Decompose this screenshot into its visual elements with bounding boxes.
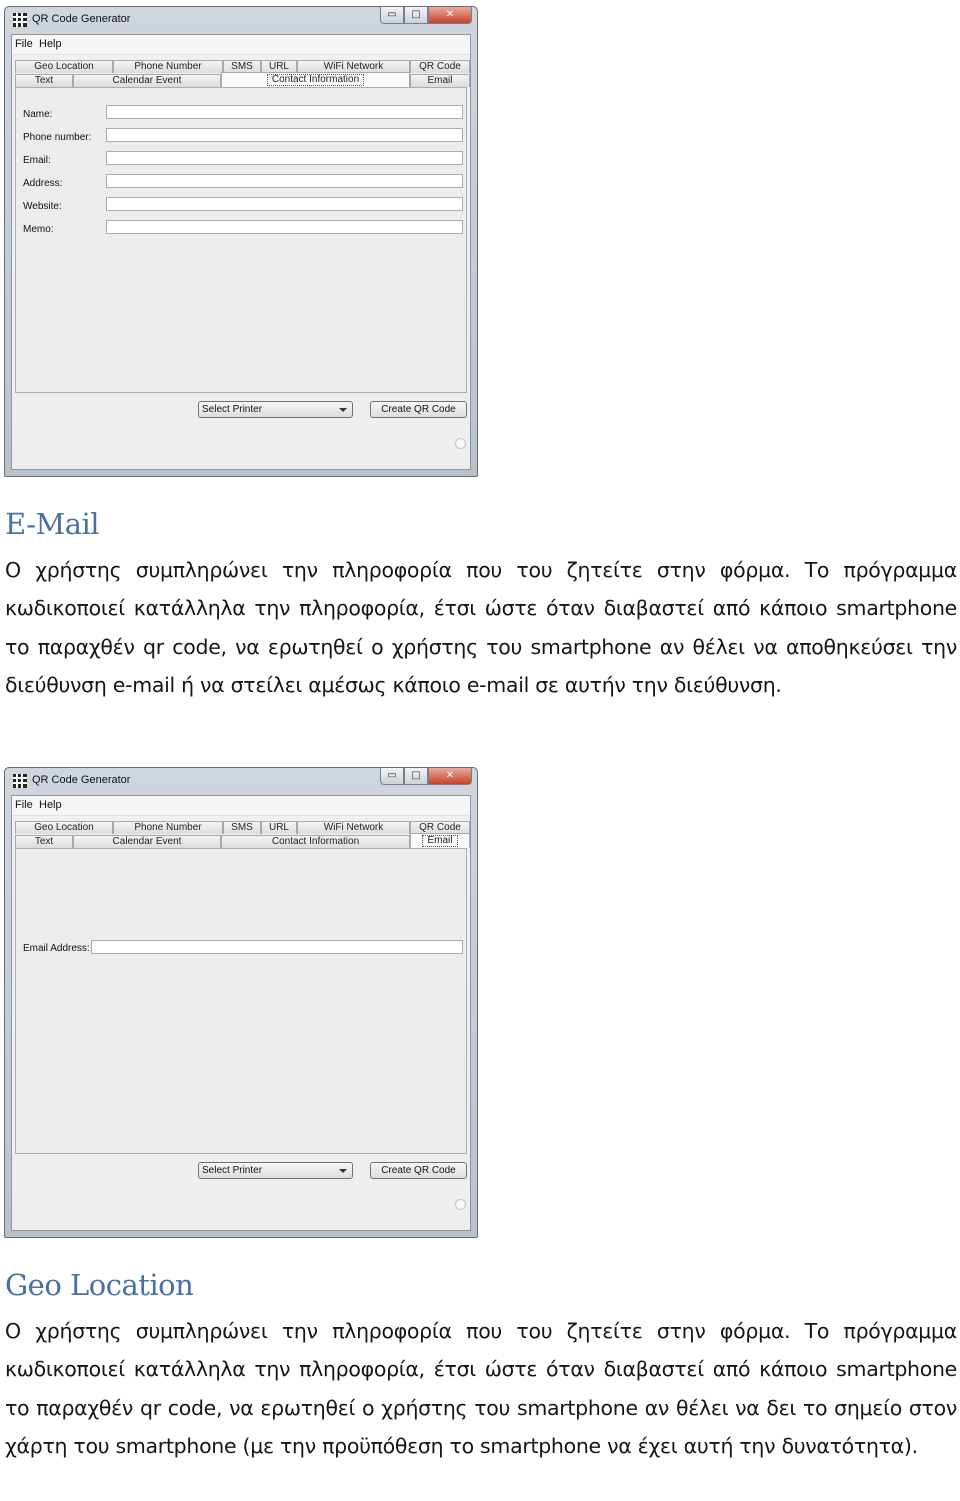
tab-phone-number[interactable]: Phone Number	[113, 821, 223, 834]
bottom-bar	[12, 393, 470, 469]
tab-row-2	[15, 835, 467, 848]
select-printer-dropdown[interactable]	[198, 401, 353, 418]
name-input[interactable]	[106, 105, 463, 119]
phone-number-input[interactable]	[106, 128, 463, 142]
title-bar[interactable]	[5, 7, 477, 34]
tab-geo-location[interactable]: Geo Location	[15, 821, 113, 834]
busy-indicator-icon	[455, 1199, 466, 1210]
tab-text[interactable]: Text	[15, 74, 73, 87]
window-client	[11, 795, 471, 1231]
geo-location-description: Ο χρήστης συμπληρώνει την πληροφορία που του ζητείτε στην φόρμα. Το πρόγραμμα κωδικοποιεί κατάλληλα την πληροφορία, έτσι ώστε όταν διαβαστεί από κάποιο smartphone το παραχθέν qr code, να ερωτηθεί ο χρήστης του smartphone αν θέλει να δει το σημείο στον χάρτη του smartphone (με την προϋπόθεση το smartphone να έχει αυτή την δυνατότητα).	[5, 1319, 957, 1459]
email-address-input[interactable]	[91, 940, 463, 954]
memo-label: Memo:	[23, 224, 54, 235]
close-button[interactable]: ✕	[428, 7, 472, 24]
tab-row-1	[15, 821, 467, 834]
website-label: Website:	[23, 201, 62, 212]
window-client	[11, 34, 471, 470]
bottom-bar	[12, 1154, 470, 1230]
minimize-button[interactable]: ▭	[380, 7, 404, 24]
create-qr-code-label: Create QR Code	[381, 404, 456, 415]
tab-wifi-network[interactable]: WiFi Network	[297, 60, 410, 73]
tab-email-label: Email	[422, 835, 457, 847]
tab-phone-number[interactable]: Phone Number	[113, 60, 223, 73]
email-address-label: Email Address:	[23, 943, 90, 954]
tab-calendar-event[interactable]: Calendar Event	[73, 835, 221, 848]
tab-wifi-network[interactable]: WiFi Network	[297, 821, 410, 834]
memo-input[interactable]	[106, 220, 463, 234]
email-input[interactable]	[106, 151, 463, 165]
create-qr-code-label: Create QR Code	[381, 1165, 456, 1176]
tab-contact-information[interactable]	[221, 72, 410, 87]
tab-row-2	[15, 74, 467, 87]
qr-app-icon	[13, 774, 27, 788]
menu-help[interactable]: Help	[39, 38, 62, 50]
create-qr-code-button[interactable]	[370, 401, 467, 418]
minimize-button[interactable]: ▭	[380, 768, 404, 785]
menu-bar	[12, 35, 470, 55]
menu-file[interactable]: File	[15, 799, 33, 811]
tab-email[interactable]: Email	[410, 74, 470, 87]
select-printer-label: Select Printer	[202, 404, 263, 415]
tab-url[interactable]: URL	[261, 60, 297, 73]
geo-location-heading: Geo Location	[5, 1268, 194, 1302]
menu-help[interactable]: Help	[39, 799, 62, 811]
email-label: Email:	[23, 155, 51, 166]
maximize-button[interactable]: □	[404, 7, 428, 24]
tab-sms[interactable]: SMS	[223, 60, 261, 73]
select-printer-dropdown[interactable]	[198, 1162, 353, 1179]
tab-contact-information-label: Contact Information	[267, 74, 364, 86]
window-title: QR Code Generator	[32, 774, 131, 786]
select-printer-label: Select Printer	[202, 1165, 263, 1176]
chevron-down-icon	[339, 1169, 347, 1173]
close-button[interactable]: ✕	[428, 768, 472, 785]
menu-file[interactable]: File	[15, 38, 33, 50]
tab-email[interactable]	[410, 833, 470, 848]
website-input[interactable]	[106, 197, 463, 211]
tab-sms[interactable]: SMS	[223, 821, 261, 834]
title-bar[interactable]	[5, 768, 477, 795]
tab-contact-information[interactable]: Contact Information	[221, 835, 410, 848]
tab-qr-code[interactable]: QR Code	[410, 60, 470, 73]
qr-window-email	[4, 767, 478, 1238]
address-input[interactable]	[106, 174, 463, 188]
tab-calendar-event[interactable]: Calendar Event	[73, 74, 221, 87]
qr-window-contact	[4, 6, 478, 477]
email-form-panel	[15, 848, 467, 1154]
tab-geo-location[interactable]: Geo Location	[15, 60, 113, 73]
window-title: QR Code Generator	[32, 13, 131, 25]
phone-number-label: Phone number:	[23, 132, 92, 143]
maximize-button[interactable]: □	[404, 768, 428, 785]
email-description: Ο χρήστης συμπληρώνει την πληροφορία που του ζητείτε στην φόρμα. Το πρόγραμμα κωδικοποιεί κατάλληλα την πληροφορία, έτσι ώστε όταν διαβαστεί από κάποιο smartphone το παραχθέν qr code, να ερωτηθεί ο χρήστης του smartphone αν θέλει να αποθηκεύσει την διεύθυνση e-mail ή να στείλει αμέσως κάποιο e-mail σε αυτήν την διεύθυνση.	[5, 558, 957, 698]
tab-url[interactable]: URL	[261, 821, 297, 834]
tab-text[interactable]: Text	[15, 835, 73, 848]
create-qr-code-button[interactable]	[370, 1162, 467, 1179]
email-heading: E-Mail	[5, 507, 100, 541]
name-label: Name:	[23, 109, 53, 120]
menu-bar	[12, 796, 470, 816]
tab-qr-code[interactable]: QR Code	[410, 821, 470, 834]
qr-app-icon	[13, 13, 27, 27]
busy-indicator-icon	[455, 438, 466, 449]
contact-form-panel	[15, 87, 467, 393]
chevron-down-icon	[339, 408, 347, 412]
address-label: Address:	[23, 178, 63, 189]
